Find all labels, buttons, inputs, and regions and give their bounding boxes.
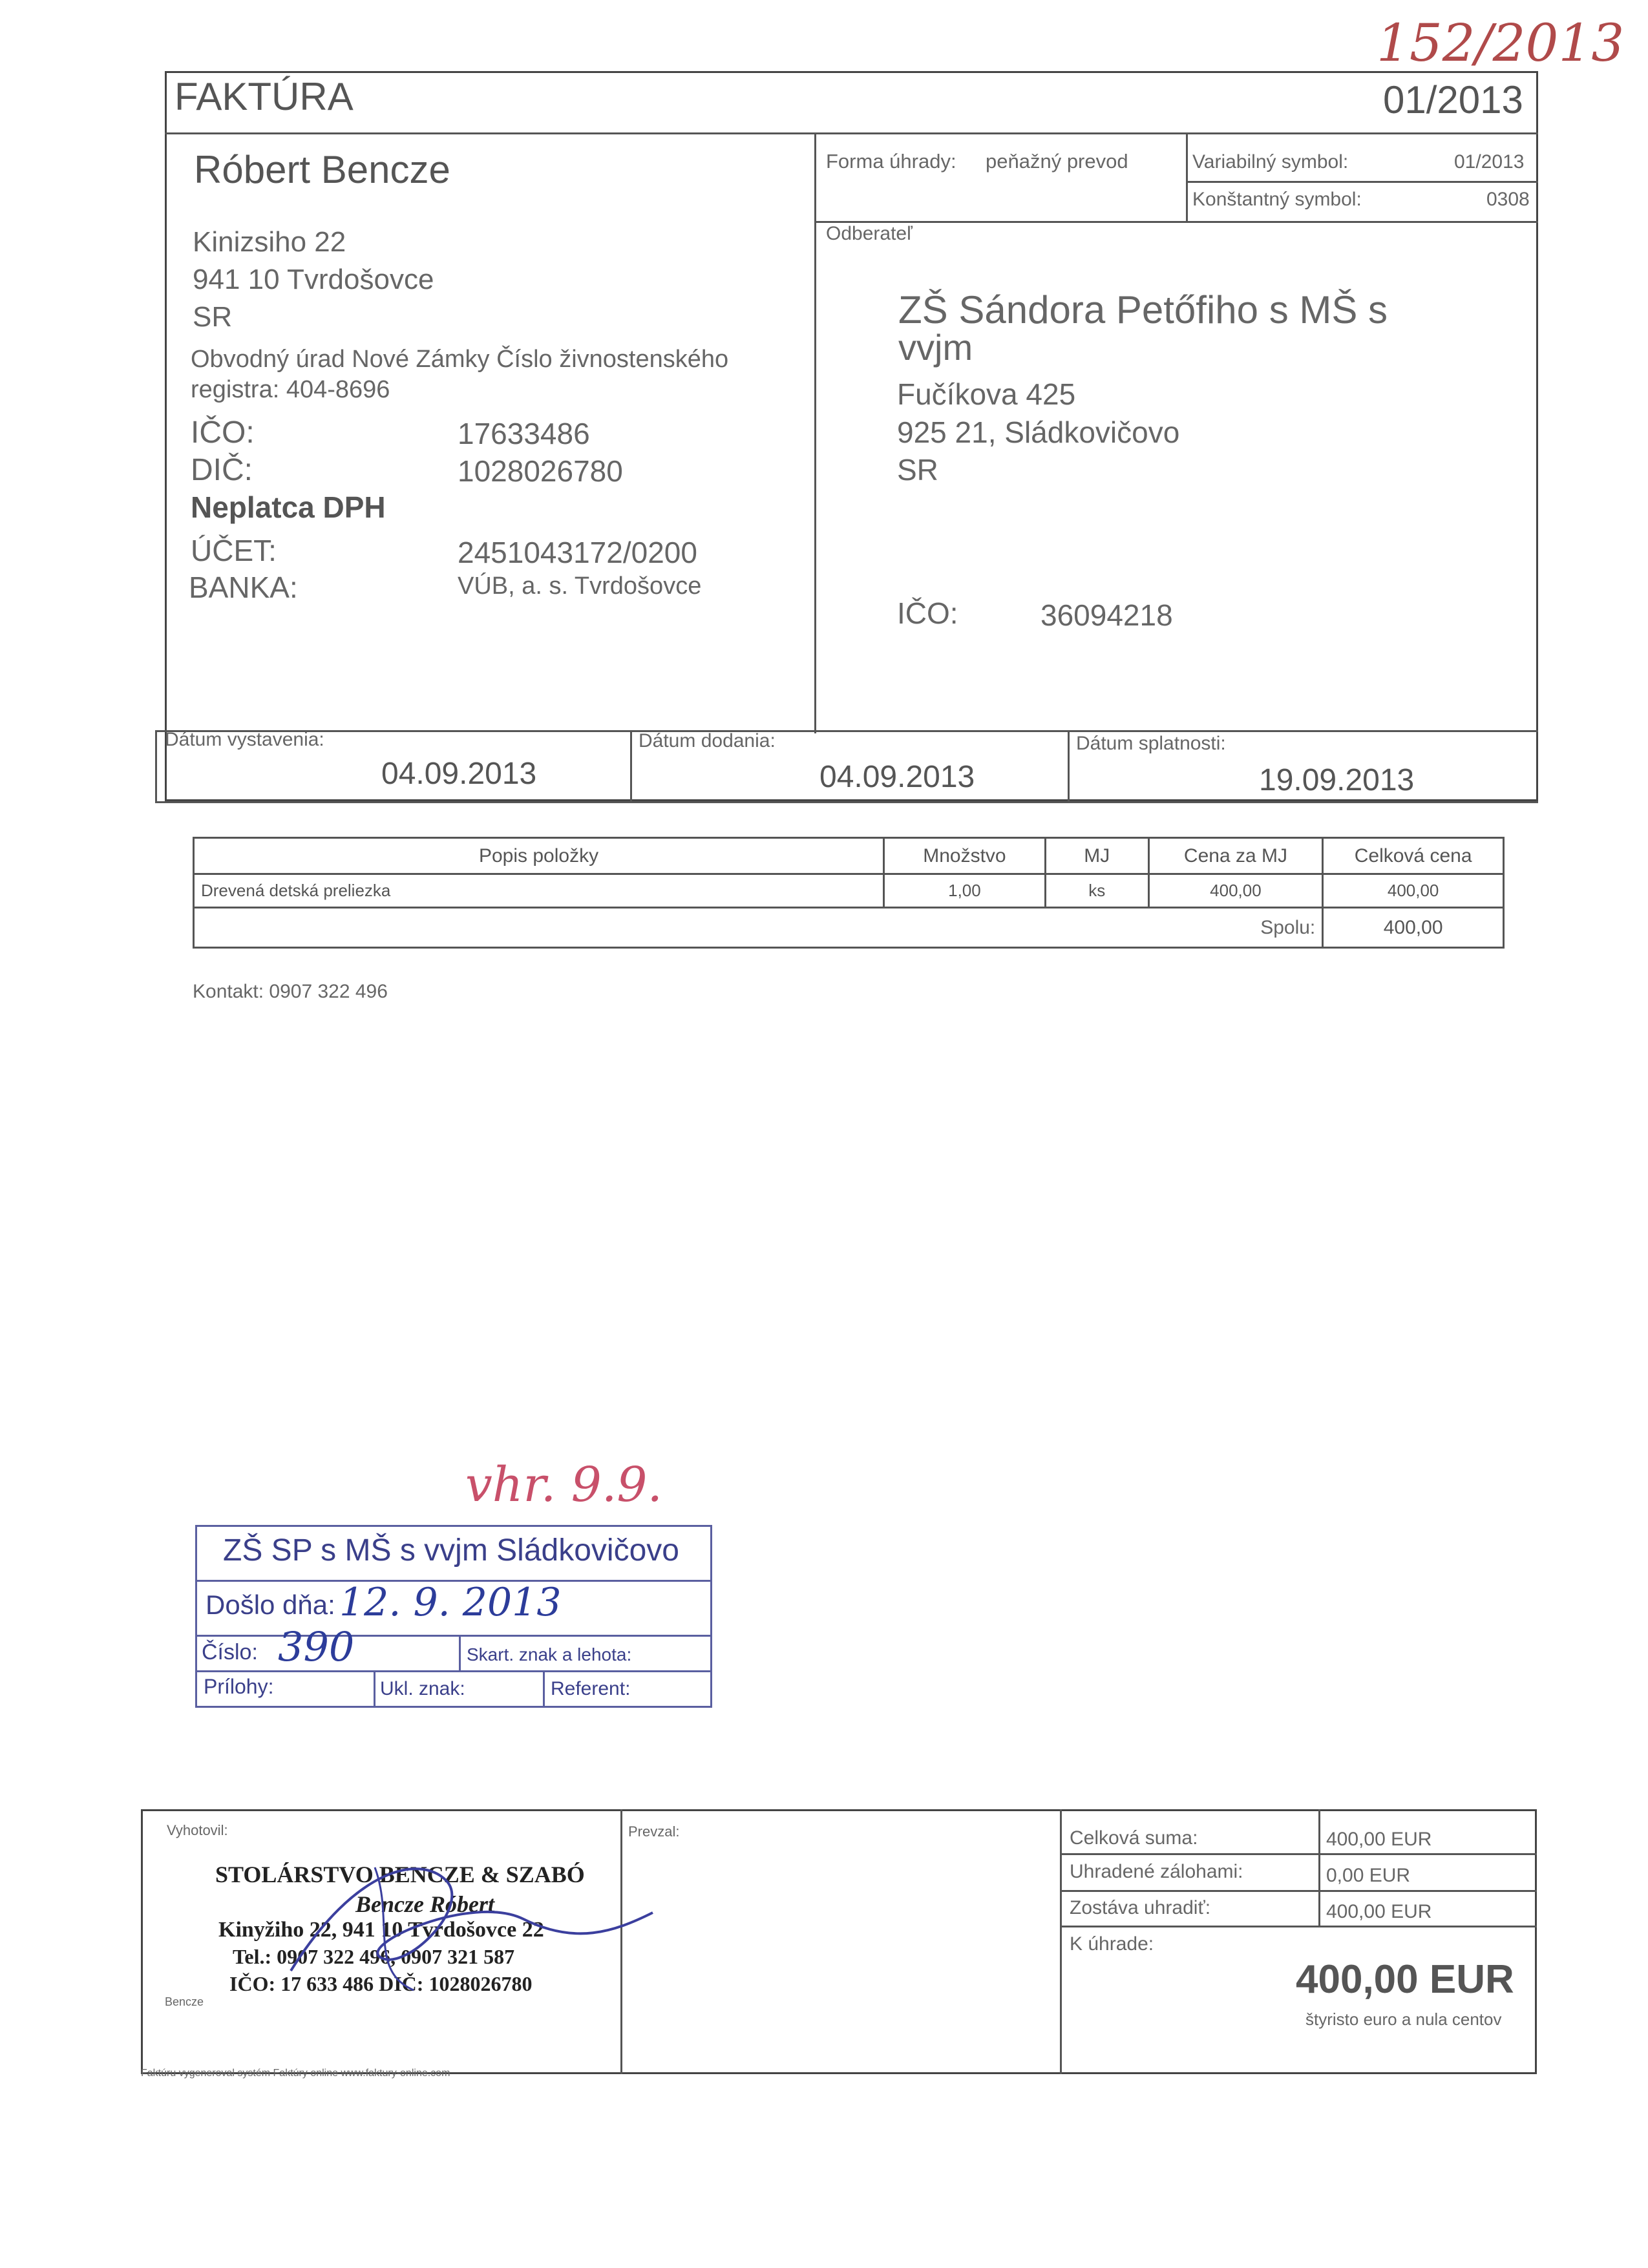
footer-divider-2 (1060, 1809, 1062, 2074)
received-by-label: Prevzal: (628, 1823, 680, 1840)
supplier-name: Róbert Bencze (194, 148, 450, 191)
stamp-divider-3 (543, 1670, 545, 1708)
dates-top-divider (155, 730, 1538, 732)
delivery-date: 04.09.2013 (819, 760, 975, 794)
invoice-title: FAKTÚRA (174, 75, 354, 118)
item-total: 400,00 (1323, 874, 1504, 908)
stamp-number-label: Číslo: (202, 1640, 258, 1664)
supplier-registry-1: Obvodný úrad Nové Zámky Číslo živnostenského (191, 346, 729, 373)
advances-label: Uhradené zálohami: (1070, 1861, 1243, 1882)
header-description: Popis položky (194, 838, 884, 874)
dates-left-edge (155, 730, 157, 801)
total-sum-label: Celková suma: (1070, 1827, 1198, 1849)
company-stamp-line5: IČO: 17 633 486 DIČ: 1028026780 (229, 1972, 533, 1995)
stamp-date: 12. 9. 2013 (339, 1580, 562, 1625)
signature-scribble (278, 1842, 666, 2010)
supplier-dic: 1028026780 (458, 454, 623, 488)
item-unit: ks (1045, 874, 1148, 908)
item-unit-price: 400,00 (1148, 874, 1323, 908)
customer-top-divider (814, 221, 1538, 223)
stamp-line-2 (195, 1635, 712, 1637)
issue-date-label: Dátum vystavenia: (165, 729, 324, 750)
delivery-date-label: Dátum dodania: (639, 730, 776, 751)
header-unit: MJ (1045, 838, 1148, 874)
supplier-ico: 17633486 (458, 417, 590, 450)
totals-row-3 (1060, 1926, 1537, 1927)
customer-city: 925 21, Sládkovičovo (897, 415, 1180, 449)
dates-divider-2 (1068, 730, 1070, 801)
stamp-skart-label: Skart. znak a lehota: (467, 1644, 632, 1664)
dates-divider-1 (630, 730, 632, 801)
symbols-row-divider (1186, 181, 1538, 183)
company-stamp-line2: Bencze Róbert (355, 1891, 494, 1917)
stamp-uloz-label: Ukl. znak: (380, 1678, 465, 1699)
header-unit-price: Cena za MJ (1148, 838, 1323, 874)
generator-note: Faktúru vygeneroval systém Faktúry online www.faktury-online.com (141, 2068, 450, 2079)
payment-method-label: Forma úhrady: (826, 150, 956, 173)
customer-country: SR (897, 453, 938, 487)
vat-status: Neplatca DPH (191, 490, 386, 524)
supplier-country: SR (193, 301, 233, 333)
remaining-label: Zostáva uhradiť: (1070, 1897, 1211, 1918)
issued-by-label: Vyhotovil: (167, 1822, 228, 1838)
customer-label: Odberateľ (826, 223, 913, 244)
customer-name-2: vvjm (898, 327, 973, 368)
signer-name: Bencze (165, 1995, 204, 2008)
remaining: 400,00 EUR (1326, 1901, 1432, 1922)
supplier-ico-label: IČO: (191, 415, 255, 450)
items-table (193, 837, 1505, 949)
stamp-org: ZŠ SP s MŠ s vvjm Sládkovičovo (223, 1533, 679, 1568)
totals-row-2 (1060, 1890, 1537, 1892)
stamp-attachments-label: Prílohy: (204, 1675, 274, 1698)
customer-name-1: ZŠ Sándora Petőfiho s MŠ s (898, 288, 1388, 331)
supplier-bank-label: BANKA: (189, 571, 298, 604)
supplier-street: Kinizsiho 22 (193, 226, 346, 258)
totals-divider (1318, 1809, 1320, 1926)
constant-symbol-label: Konštantný symbol: (1192, 189, 1362, 210)
supplier-bank: VÚB, a. s. Tvrdošovce (458, 572, 702, 600)
items-sum-row (194, 908, 1504, 948)
variable-symbol: 01/2013 (1454, 151, 1525, 173)
header-quantity: Množstvo (884, 838, 1046, 874)
to-pay-label: K úhrade: (1070, 1933, 1154, 1955)
table-row (194, 874, 1504, 908)
to-pay-words: štyristo euro a nula centov (1305, 2010, 1502, 2029)
header-total: Celková cena (1323, 838, 1504, 874)
supplier-account: 2451043172/0200 (458, 536, 697, 569)
stamp-ref-label: Referent: (551, 1678, 631, 1699)
stamp-number: 390 (278, 1623, 355, 1670)
stamp-line-3 (195, 1670, 712, 1672)
symbols-divider (1186, 132, 1188, 223)
due-date-label: Dátum splatnosti: (1076, 733, 1226, 754)
item-quantity: 1,00 (884, 874, 1046, 908)
payment-method: peňažný prevod (986, 150, 1128, 173)
advances: 0,00 EUR (1326, 1865, 1411, 1886)
sum-value: 400,00 (1323, 908, 1504, 948)
company-stamp-line1: STOLÁRSTVO BENCZE & SZABÓ (215, 1862, 585, 1887)
variable-symbol-label: Variabilný symbol: (1192, 151, 1349, 173)
sum-label: Spolu: (194, 908, 1323, 948)
stamp-date-label: Došlo dňa: (206, 1590, 335, 1620)
supplier-city: 941 10 Tvrdošovce (193, 264, 434, 295)
contact-info: Kontakt: 0907 322 496 (193, 981, 388, 1002)
header-divider (165, 132, 1538, 134)
supplier-account-label: ÚČET: (191, 534, 277, 567)
due-date: 19.09.2013 (1259, 763, 1415, 797)
totals-row-1 (1060, 1853, 1537, 1855)
items-header-row (194, 838, 1504, 874)
handwritten-note: vhr. 9.9. (465, 1457, 662, 1513)
invoice-number: 01/2013 (1383, 78, 1523, 121)
customer-ico-label: IČO: (897, 596, 958, 630)
dates-bottom-divider (155, 801, 1538, 803)
supplier-dic-label: DIČ: (191, 453, 253, 487)
constant-symbol: 0308 (1486, 189, 1530, 210)
customer-ico: 36094218 (1041, 598, 1173, 632)
issue-date: 04.09.2013 (381, 757, 537, 791)
stamp-divider-1 (459, 1635, 461, 1670)
total-sum: 400,00 EUR (1326, 1829, 1432, 1850)
company-stamp-line3: Kinyžiho 22, 941 10 Tvrdošovce 22 (218, 1918, 544, 1942)
stamp-divider-2 (374, 1670, 375, 1708)
company-stamp-line4: Tel.: 0907 322 496, 0907 321 587 (233, 1945, 515, 1968)
to-pay-amount: 400,00 EUR (1296, 1957, 1514, 2002)
item-description: Drevená detská preliezka (194, 874, 884, 908)
handwritten-invoice-number: 152/2013 (1377, 13, 1625, 73)
customer-street: Fučíkova 425 (897, 377, 1076, 411)
supplier-registry-2: registra: 404-8696 (191, 376, 390, 403)
